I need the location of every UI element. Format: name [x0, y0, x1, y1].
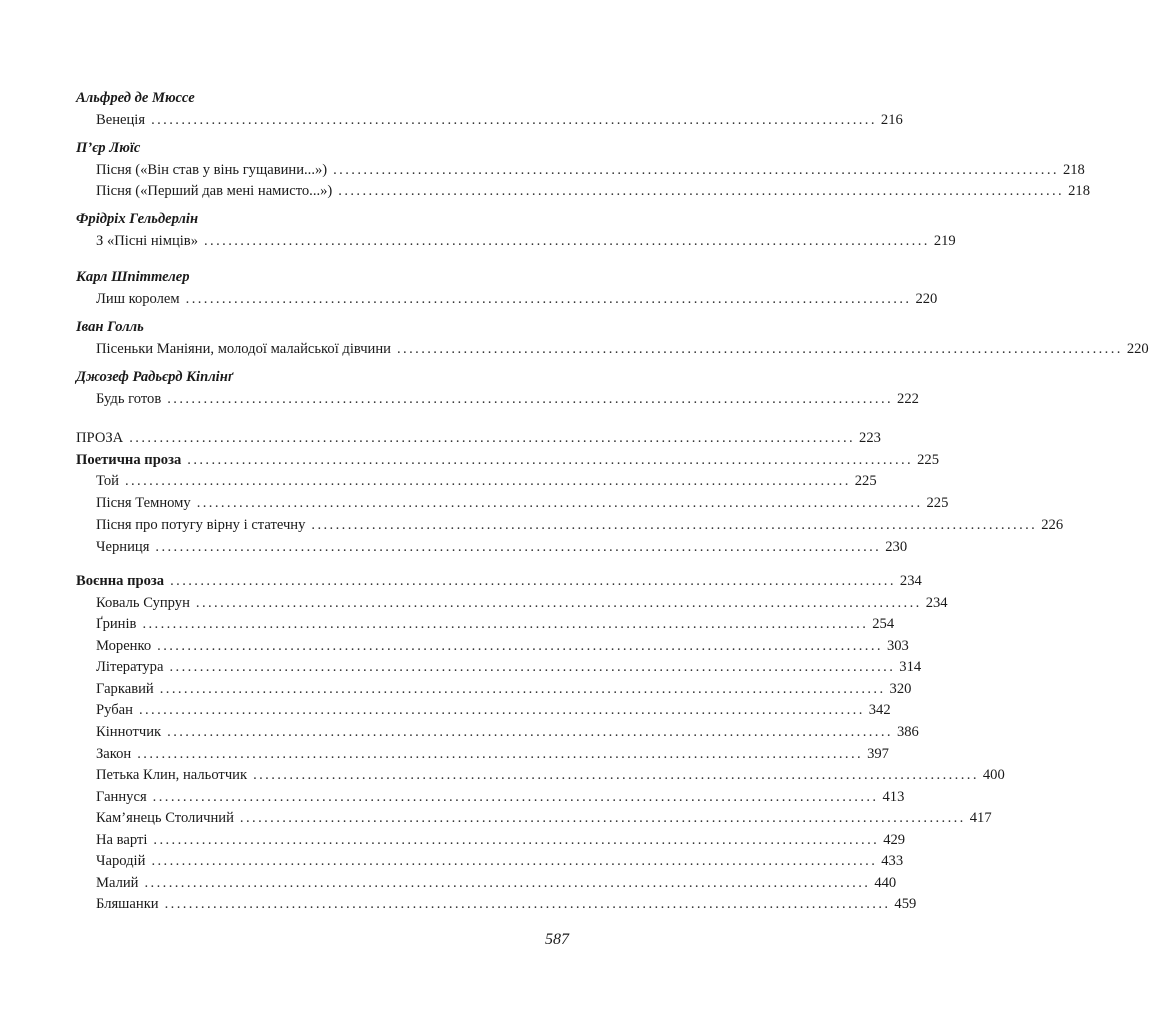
toc-entry-page: 220 [915, 291, 938, 307]
toc-entry [96, 493, 949, 513]
dot-leader: ........................................................................................................................ [185, 291, 912, 307]
toc-entry-title: Кіннотчик [96, 724, 162, 740]
toc-entry-page: 226 [1041, 517, 1064, 533]
toc-entry-page: 440 [874, 875, 897, 891]
toc-section-title: ПРОЗА [76, 430, 124, 446]
toc-entry-page: 254 [872, 616, 895, 632]
toc-author: Фрідріх Гельдерлін [76, 211, 199, 227]
toc-entry-title: Моренко [96, 638, 152, 654]
toc-entry [96, 851, 904, 871]
dot-leader: ........................................................................................................................ [195, 595, 922, 611]
toc-entry-title: Пісня Темному [96, 495, 191, 511]
toc-entry-page: 400 [982, 767, 1005, 783]
toc-entry-page: 386 [896, 724, 919, 740]
toc-entry [96, 339, 1149, 359]
dot-leader: ........................................................................................................................ [159, 681, 886, 697]
toc-author: П’єр Люїс [76, 140, 141, 156]
dot-leader: ........................................................................................................................ [167, 724, 893, 740]
toc-entry-page: 216 [880, 112, 903, 128]
toc-subsection-poetic-prose [76, 450, 939, 470]
toc-entry-page: 417 [969, 810, 992, 826]
toc-entry-page: 220 [1126, 341, 1149, 357]
toc-entry-title: Малий [96, 875, 139, 891]
toc-entry [96, 722, 919, 742]
toc-subsection-page: 234 [899, 573, 922, 589]
dot-leader: ........................................................................................................................ [157, 638, 883, 654]
dot-leader: ........................................................................................................................ [153, 832, 880, 848]
toc-entry-page: 218 [1062, 162, 1085, 178]
toc-entry [96, 657, 922, 677]
dot-leader: ........................................................................................................................ [170, 573, 896, 589]
toc-entry [96, 808, 992, 828]
dot-leader: ........................................................................................................................ [124, 473, 851, 489]
toc-entry [96, 181, 1090, 201]
toc-entry-title: Бляшанки [96, 896, 159, 912]
toc-entry [96, 765, 1005, 785]
toc-author: Джозеф Радьєрд Кіплінґ [76, 369, 234, 385]
dot-leader: ........................................................................................................................ [253, 767, 979, 783]
toc-entry-title: Венеція [96, 112, 146, 128]
toc-subsection-title: Воєнна проза [76, 573, 165, 589]
toc-entry-title: Лиш королем [96, 291, 180, 307]
dot-leader: ........................................................................................................................ [169, 659, 896, 675]
toc-entry-page: 303 [886, 638, 909, 654]
toc-entry-page: 320 [889, 681, 912, 697]
dot-leader: ........................................................................................................................ [151, 853, 878, 869]
toc-entry [96, 636, 909, 656]
dot-leader: ........................................................................................................................ [397, 341, 1123, 357]
dot-leader: ........................................................................................................................ [196, 495, 923, 511]
toc-entry [96, 873, 897, 893]
toc-entry-title: З «Пісні німців» [96, 233, 198, 249]
dot-leader: ........................................................................................................................ [311, 517, 1038, 533]
toc-section-prose [76, 428, 881, 448]
toc-entry [96, 700, 891, 720]
toc-entry-title: Література [96, 659, 164, 675]
toc-entry [96, 593, 948, 613]
toc-entry-page: 225 [854, 473, 877, 489]
toc-entry [96, 894, 917, 914]
toc-entry-title: Пісня («Він став у вінь гущавини...») [96, 162, 328, 178]
dot-leader: ........................................................................................................................ [155, 539, 882, 555]
toc-entry-page: 342 [868, 702, 891, 718]
toc-entry-title: Гаркавий [96, 681, 154, 697]
dot-leader: ........................................................................................................................ [187, 452, 914, 468]
toc-entry [96, 231, 956, 251]
toc-entry [96, 830, 906, 850]
toc-entry [96, 389, 919, 409]
dot-leader: ........................................................................................................................ [333, 162, 1059, 178]
dot-leader: ........................................................................................................................ [137, 746, 864, 762]
page-number: 587 [545, 931, 569, 948]
toc-entry-title: Пісня про потугу вірну і статечну [96, 517, 306, 533]
toc-entry-page: 218 [1068, 183, 1090, 199]
toc-section-page: 223 [859, 430, 881, 446]
toc-entry-page: 314 [899, 659, 922, 675]
toc-entry [96, 614, 895, 634]
toc-entry [96, 537, 908, 557]
dot-leader: ........................................................................................................................ [204, 233, 930, 249]
toc-author: Альфред де Мюссе [76, 90, 195, 106]
toc-entry-page: 225 [926, 495, 949, 511]
toc-entry-page: 222 [897, 391, 919, 407]
toc-entry-title: Ганнуся [96, 789, 147, 805]
toc-entry [96, 110, 903, 130]
toc-entry-title: Рубан [96, 702, 133, 718]
toc-entry-page: 433 [881, 853, 904, 869]
dot-leader: ........................................................................................................................ [151, 112, 877, 128]
dot-leader: ........................................................................................................................ [152, 789, 879, 805]
toc-entry-title: Пісня («Перший дав мені намисто...») [96, 183, 333, 199]
toc-entry [96, 471, 877, 491]
toc-entry-page: 413 [882, 789, 905, 805]
toc-entry [96, 787, 905, 807]
toc-entry-title: Ґринів [96, 616, 137, 632]
toc-entry-page: 429 [883, 832, 906, 848]
toc-entry-title: Той [96, 473, 119, 489]
toc-author: Іван Голль [76, 319, 144, 335]
toc-author: Карл Шпіттелер [76, 269, 190, 285]
toc-entry-title: Чародій [96, 853, 146, 869]
toc-entry-page: 234 [925, 595, 948, 611]
dot-leader: ........................................................................................................................ [144, 875, 871, 891]
toc-entry-title: Будь готов [96, 391, 162, 407]
toc-entry [96, 160, 1085, 180]
toc-subsection-title: Поетична проза [76, 452, 182, 468]
toc-entry-title: Черниця [96, 539, 150, 555]
dot-leader: ........................................................................................................................ [167, 391, 894, 407]
toc-entry-page: 230 [885, 539, 908, 555]
dot-leader: ........................................................................................................................ [338, 183, 1065, 199]
toc-subsection-page: 225 [917, 452, 939, 468]
toc-entry-title: Петька Клин, нальотчик [96, 767, 248, 783]
dot-leader: ........................................................................................................................ [129, 430, 856, 446]
toc-subsection-war-prose [76, 571, 922, 591]
dot-leader: ........................................................................................................................ [239, 810, 966, 826]
toc-entry-title: Кам’янець Столичний [96, 810, 234, 826]
toc-entry-page: 219 [933, 233, 956, 249]
toc-entry-title: Закон [96, 746, 132, 762]
toc-entry-page: 397 [867, 746, 889, 762]
toc-entry [96, 679, 912, 699]
toc-entry-title: Пісеньки Маніяни, молодої малайської дівчини [96, 341, 391, 357]
toc-entry-title: Коваль Супрун [96, 595, 190, 611]
toc-entry-page: 459 [894, 896, 917, 912]
toc-entry [96, 744, 889, 764]
toc-entry-title: На варті [96, 832, 148, 848]
toc-entry [96, 289, 938, 309]
dot-leader: ........................................................................................................................ [142, 616, 869, 632]
toc-entry [96, 515, 1064, 535]
dot-leader: ........................................................................................................................ [138, 702, 865, 718]
dot-leader: ........................................................................................................................ [164, 896, 891, 912]
